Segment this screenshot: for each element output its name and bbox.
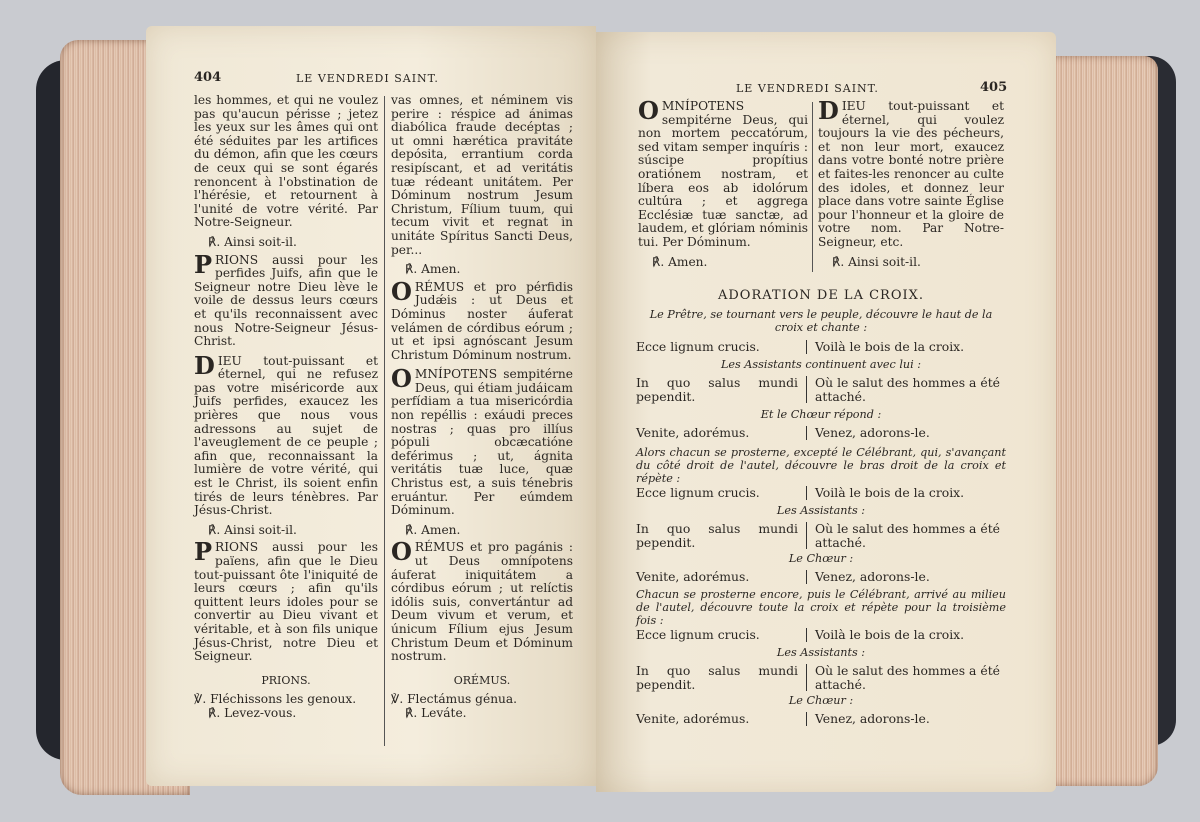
response: ℟. Ainsi soit-il. [208, 234, 297, 249]
dialogue-row [636, 340, 1015, 354]
right-page-french-column [818, 96, 1004, 273]
running-head: LE VENDREDI SAINT. [296, 72, 439, 85]
section-heading: PRIONS. [261, 673, 311, 687]
right-page-latin-column [638, 96, 808, 273]
rubric: Chacun se prosterne encore, puis le Célébrant, arrivé au milieu de l'autel, découvre toute la croix et répète pour la troisième fois : [636, 588, 1006, 627]
paragraph-text: IEU tout-puissant et éternel, qui voulez toujours la vie des pécheurs, et non leur mort, exaucez dans votre bonté notre prière et faites-les renoncer au culte des idoles, et donnez leur place dans votre sainte Église pour l'honneur et la gloire de votre nom. Par Notre-Seigneur, etc. [818, 99, 1004, 249]
french-text: Où le salut des hommes a été attaché. [815, 663, 1001, 692]
versicle: ℣. Fléchissons les genoux. [194, 692, 357, 707]
divider [806, 376, 807, 403]
divider [806, 426, 807, 440]
paragraph [818, 96, 1004, 250]
rubric: Le Prêtre, se tournant vers le peuple, découvre le haut de la croix et chante : [649, 308, 993, 334]
dialogue-row [636, 712, 1015, 726]
french-text: Où le salut des hommes a été attaché. [815, 375, 1001, 404]
paragraph: les hommes, et qui ne voulez pas qu'aucun périsse ; jetez les yeux sur les âmes qui ont été séduites par les artifices du démon, afin que les cœurs de ceux qui se sont égarés renoncent à l'obstination de l'hérésie, et retournent à l'unité de votre vérité. Par Notre-Seigneur. [194, 93, 378, 230]
french-text: Voilà le bois de la croix. [815, 627, 965, 642]
dialogue-row [636, 486, 1015, 500]
versicle: ℣. Flectámus génua. [391, 692, 518, 707]
paragraph: vas omnes, et néminem vis perire : réspice ad ánimas diabólica fraude decéptas ; ut omni hærética pravitáte depósita, errantium corda resipíscant, et ad veritátis tuæ rédeant unitátem. Per Dóminum nostrum Jesum Christum, Fílium tuum, qui tecum vivit et regnat in unitáte Spíritus Sancti Deus, per... [391, 93, 573, 257]
response: ℟. Amen. [405, 522, 461, 537]
rubric: Et le Chœur répond : [760, 408, 882, 421]
drop-cap: O [638, 96, 659, 125]
paragraph [391, 276, 573, 363]
left-page-latin-column [391, 94, 573, 721]
rubric: Alors chacun se prosterne, excepté le Célébrant, qui, s'avançant du côté droit de l'autel, découvre le bras droit de la croix et répète : [636, 446, 1006, 485]
french-text: Où le salut des hommes a été attaché. [815, 521, 1001, 550]
latin-text: In quo salus mundi pependit. [636, 375, 798, 404]
latin-text: In quo salus mundi pependit. [636, 663, 798, 692]
left-page [146, 26, 596, 786]
paragraph [391, 364, 573, 518]
running-head: LE VENDREDI SAINT. [736, 82, 879, 95]
response: ℟. Amen. [405, 262, 461, 277]
french-text: Voilà le bois de la croix. [815, 339, 965, 354]
rubric: Les Assistants continuent avec lui : [720, 358, 922, 371]
dialogue-row [636, 426, 1015, 440]
drop-cap: O [391, 364, 412, 394]
dialogue-row [636, 570, 1015, 584]
paragraph [194, 249, 378, 349]
response: ℟. Amen. [652, 254, 708, 269]
drop-cap: P [194, 537, 213, 567]
divider [806, 486, 807, 500]
paragraph-text: RÉMUS et pro pagánis : ut Deus omnípotens áuferat iniquitátem a córdibus eórum ; ut relíctis idólis suis, convertántur ad Deum vivum et verum, et únicum Fílium ejus Jesum Christum Deum et Dóminum nostrum. [391, 540, 573, 664]
drop-cap: D [194, 350, 215, 380]
rubric: Le Chœur : [788, 694, 854, 707]
latin-text: Venite, adorémus. [636, 569, 750, 584]
column-divider [812, 102, 813, 272]
divider [806, 712, 807, 726]
page-number: 404 [194, 70, 222, 85]
rubric: Les Assistants : [776, 646, 866, 659]
paragraph [638, 96, 808, 250]
paragraph-text: MNÍPOTENS sempitérne Deus, qui non mortem peccatórum, sed vitam semper inquíris : súscipe propítius oratiónem nostram, et líbera eos ab idolórum cultúra ; et aggrega Ecclésiæ tuæ sanctæ, ad laudem, et glóriam nóminis tui. Per Dóminum. [638, 99, 808, 249]
paragraph-text: RIONS aussi pour les païens, afin que le Dieu tout-puissant ôte l'iniquité de leurs cœurs ; afin qu'ils quittent leurs idoles pour se convertir au Dieu vivant et véritable, et à son fils unique Jésus-Christ, notre Dieu et Seigneur. [194, 540, 378, 664]
french-text: Voilà le bois de la croix. [815, 485, 965, 500]
paragraph-text: RIONS aussi pour les perfides Juifs, afin que le Seigneur notre Dieu lève le voile de dessus leurs cœurs et qu'ils reconnaissent avec nous Notre-Seigneur Jésus-Christ. [194, 252, 378, 349]
paragraph [391, 537, 573, 664]
divider [806, 664, 807, 691]
divider [806, 340, 807, 354]
section-heading: ORÉMUS. [453, 673, 511, 687]
latin-text: Ecce lignum crucis. [636, 485, 760, 500]
response: ℟. Levez-vous. [208, 705, 297, 720]
dialogue-row [636, 664, 1015, 691]
paragraph [194, 537, 378, 664]
drop-cap: P [194, 249, 213, 279]
latin-text: In quo salus mundi pependit. [636, 521, 798, 550]
right-page [596, 32, 1056, 792]
dialogue-row [636, 628, 1015, 642]
response: ℟. Leváte. [405, 705, 467, 720]
drop-cap: O [391, 537, 412, 567]
french-text: Venez, adorons-le. [815, 711, 930, 726]
paragraph [194, 350, 378, 518]
rubric: Les Assistants : [776, 504, 866, 517]
divider [806, 628, 807, 642]
paragraph-text: MNÍPOTENS sempitérne Deus, qui étiam judáicam perfídiam a tua misericórdia non repéllis : exáudi preces nostras ; quas pro illíus pópuli obcæcatióne deférimus ; ut, ágnita veritátis tuæ luce, quæ Christus est, a suis ténebris eruántur. Per eúmdem Dóminum. [391, 367, 573, 518]
french-text: Venez, adorons-le. [815, 569, 930, 584]
response: ℟. Ainsi soit-il. [832, 254, 921, 269]
drop-cap: D [818, 96, 839, 125]
dialogue-row [636, 376, 1015, 403]
page-number: 405 [980, 80, 1008, 95]
drop-cap: O [391, 276, 412, 306]
french-text: Venez, adorons-le. [815, 425, 930, 440]
latin-text: Ecce lignum crucis. [636, 339, 760, 354]
section-title: ADORATION DE LA CROIX. [717, 288, 925, 303]
latin-text: Venite, adorémus. [636, 425, 750, 440]
response: ℟. Ainsi soit-il. [208, 522, 297, 537]
paragraph-text: IEU tout-puissant et éternel, qui ne refusez pas votre miséricorde aux Juifs perfides, exaucez les prières que nous vous adressons au sujet de l'aveuglement de ce peuple ; afin que, reconnaissant la lumière de votre vérité, qui est le Christ, ils soient enfin tirés de leurs ténèbres. Par Jésus-Christ. [194, 353, 378, 518]
paragraph-text: RÉMUS et pro pérfidis Judǽis : ut Deus et Dóminus noster áuferat velámen de córdibus eórum ; ut et ipsi agnóscant Jesum Christum Dóminum nostrum. [391, 279, 573, 362]
latin-text: Venite, adorémus. [636, 711, 750, 726]
divider [806, 570, 807, 584]
divider [806, 522, 807, 549]
column-divider [384, 96, 385, 746]
rubric: Le Chœur : [788, 552, 854, 565]
open-book [36, 22, 1176, 800]
left-page-french-column [194, 94, 378, 721]
dialogue-row [636, 522, 1015, 549]
page-edges-right [1038, 56, 1158, 786]
latin-text: Ecce lignum crucis. [636, 627, 760, 642]
